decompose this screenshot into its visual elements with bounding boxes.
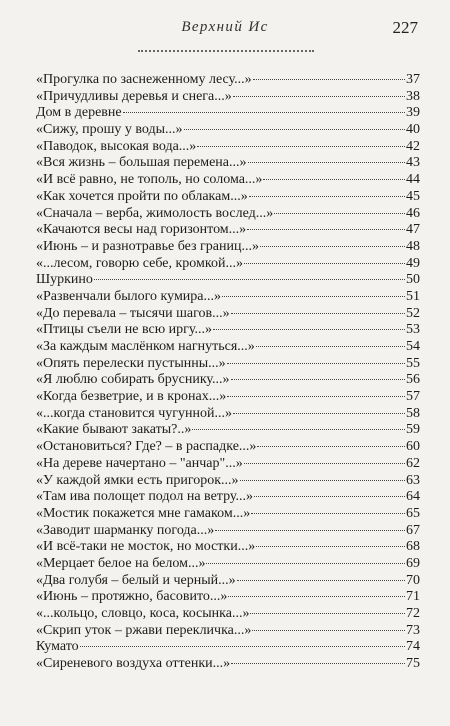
toc-entry-title: «Июнь – протяжно, басовито...» [36,589,228,605]
dot-leader [240,480,405,481]
toc-entry [36,306,420,323]
dot-leader [123,112,405,113]
dot-leader [256,546,405,547]
toc-entry-title: «Там ива полощет подол на ветру...» [36,489,253,505]
toc-entry [36,389,420,406]
toc-entry-title: «И всё-таки не мосток, но мостки...» [36,539,256,555]
dot-leader [251,513,405,514]
dot-leader [213,329,405,330]
toc-entry-title: «У каждой ямки есть пригорок...» [36,472,239,488]
toc-entry [36,322,420,339]
toc-entry-page: 75 [406,656,420,672]
dot-leader [231,379,405,380]
toc-entry-title: «Причудливы деревья и снега...» [36,88,232,104]
toc-entry-page: 62 [406,455,420,471]
toc-entry [36,89,420,106]
toc-entry-title: «...лесом, говорю себе, кромкой...» [36,255,243,271]
toc-entry-title: «Прогулка по заснеженному лесу...» [36,72,252,87]
toc-entry-title: «...когда становится чугунной...» [36,405,232,421]
toc-entry-title: «Остановиться? Где? – в распадке...» [36,439,257,455]
toc-entry-title: «Опять перелески пустынны...» [36,355,226,371]
toc-entry-page: 49 [406,255,420,271]
dot-leader [249,196,405,197]
toc-entry-page: 52 [406,305,420,321]
dot-leader [233,413,405,414]
toc-entry [36,422,420,439]
toc-entry [36,356,420,373]
toc-entry-page: 72 [406,606,420,621]
toc-entry [36,639,420,656]
toc-entry [36,155,420,172]
dot-leader [231,663,405,664]
toc-entry-title: «Паводок, высокая вода...» [36,138,197,154]
toc-entry-title: «Развенчали былого кумира...» [36,288,222,304]
toc-entry [36,439,420,456]
toc-entry [36,339,420,356]
toc-entry-title: «Когда безветрие, и в кронах...» [36,389,227,405]
dot-leader [260,246,405,247]
toc-entry [36,473,420,490]
toc-entry-page: 56 [406,372,420,388]
dot-leader [233,96,405,97]
dot-leader [94,279,405,280]
toc-entry-title: «На дереве начертано – "анчар"...» [36,455,243,471]
dot-leader [215,530,405,531]
toc-entry [36,523,420,540]
dot-leader [192,429,405,430]
toc-entry [36,239,420,256]
page-number: 227 [392,18,418,37]
toc-entry-title: «Заводит шарманку погода...» [36,522,215,538]
toc-entry [36,623,420,640]
toc-entry-title: «Как хочется пройти по облакам...» [36,188,248,204]
toc-entry [36,222,420,239]
toc-entry [36,656,420,673]
toc-entry [36,589,420,606]
dot-leader [244,463,405,464]
dot-leader [206,563,405,564]
toc-entry-title: Дом в деревне [36,105,122,121]
toc-entry-page: 53 [406,322,420,338]
toc-entry-title: Кумато [36,639,79,655]
toc-entry-page: 40 [406,122,420,138]
toc-entry-title: Шуркино [36,272,93,288]
toc-entry [36,372,420,389]
toc-entry-title: «До перевала – тысячи шагов...» [36,305,230,321]
toc-entry [36,72,420,89]
toc-entry [36,489,420,506]
toc-entry-page: 59 [406,422,420,438]
toc-entry-page: 39 [406,105,420,121]
toc-entry-page: 55 [406,355,420,371]
toc-entry [36,272,420,289]
dot-leader [248,162,405,163]
dotted-divider [138,50,314,52]
toc-entry-page: 37 [406,72,420,87]
dot-leader [252,630,405,631]
toc-entry-title: «Сижу, прошу у воды...» [36,122,183,138]
dot-leader [227,396,405,397]
dot-leader [263,179,405,180]
toc-entry [36,172,420,189]
toc-entry-page: 38 [406,88,420,104]
toc-entry-page: 42 [406,138,420,154]
dot-leader [250,613,405,614]
toc-entry-page: 69 [406,555,420,571]
toc-entry-page: 70 [406,572,420,588]
toc-entry-page: 74 [406,639,420,655]
dot-leader [227,363,405,364]
toc-entry-page: 67 [406,522,420,538]
toc-entry [36,256,420,273]
toc-entry [36,606,420,623]
dot-leader [257,446,405,447]
toc-entry-title: «Я люблю собирать бруснику...» [36,372,230,388]
dot-leader [254,496,405,497]
table-of-contents [36,72,420,673]
dot-leader [274,213,405,214]
toc-entry [36,539,420,556]
dot-leader [237,580,405,581]
toc-entry-title: «И всё равно, не тополь, но солома...» [36,172,263,188]
toc-entry-title: «Какие бывают закаты?..» [36,422,192,438]
dot-leader [231,313,405,314]
toc-entry-title: «Два голубя – белый и черный...» [36,572,236,588]
toc-entry-title: «Скрип уток – ржави перекличка...» [36,622,252,638]
dot-leader [244,263,405,264]
toc-entry-page: 51 [406,288,420,304]
toc-entry-title: «Мостик покажется мне гамаком...» [36,505,251,521]
toc-entry-title: «За каждым маслёнком нагнуться...» [36,339,255,354]
dot-leader [197,146,405,147]
toc-entry-page: 44 [406,172,420,188]
toc-entry-title: «...кольцо, словцо, коса, косынка...» [36,606,250,621]
toc-entry [36,573,420,590]
toc-entry-page: 73 [406,622,420,638]
toc-entry-page: 64 [406,489,420,505]
toc-entry-page: 65 [406,505,420,521]
dot-leader [256,346,405,347]
toc-entry-page: 63 [406,472,420,488]
dot-leader [184,129,405,130]
dot-leader [253,79,405,80]
dot-leader [228,596,405,597]
dot-leader [80,646,405,647]
toc-entry-page: 57 [406,389,420,405]
toc-entry [36,122,420,139]
toc-entry-page: 71 [406,589,420,605]
toc-entry [36,556,420,573]
toc-entry-title: «Вся жизнь – большая перемена...» [36,155,247,171]
toc-entry-title: «Птицы съели не всю иргу...» [36,322,213,338]
toc-entry [36,105,420,122]
toc-entry [36,456,420,473]
toc-entry-title: «Сначала – верба, жимолость вослед...» [36,205,274,221]
running-title: Верхний Ис [181,19,269,35]
toc-entry-page: 45 [406,188,420,204]
toc-entry [36,406,420,423]
toc-entry-page: 47 [406,222,420,238]
toc-entry [36,139,420,156]
toc-entry [36,289,420,306]
toc-entry-page: 46 [406,205,420,221]
toc-entry [36,189,420,206]
toc-entry [36,506,420,523]
toc-entry-page: 60 [406,439,420,455]
toc-entry-page: 68 [406,539,420,555]
dot-leader [247,229,405,230]
dot-leader [222,296,405,297]
toc-entry-title: «Качаются весы над горизонтом...» [36,222,247,238]
toc-entry-page: 43 [406,155,420,171]
toc-entry-page: 48 [406,238,420,254]
toc-entry [36,206,420,223]
toc-entry-title: «Мерцает белое на белом...» [36,555,206,571]
toc-entry-page: 50 [406,272,420,288]
toc-entry-title: «Июнь – и разнотравье без границ...» [36,238,259,254]
toc-entry-page: 58 [406,405,420,421]
toc-entry-page: 54 [406,339,420,354]
toc-entry-title: «Сиреневого воздуха оттенки...» [36,656,231,672]
